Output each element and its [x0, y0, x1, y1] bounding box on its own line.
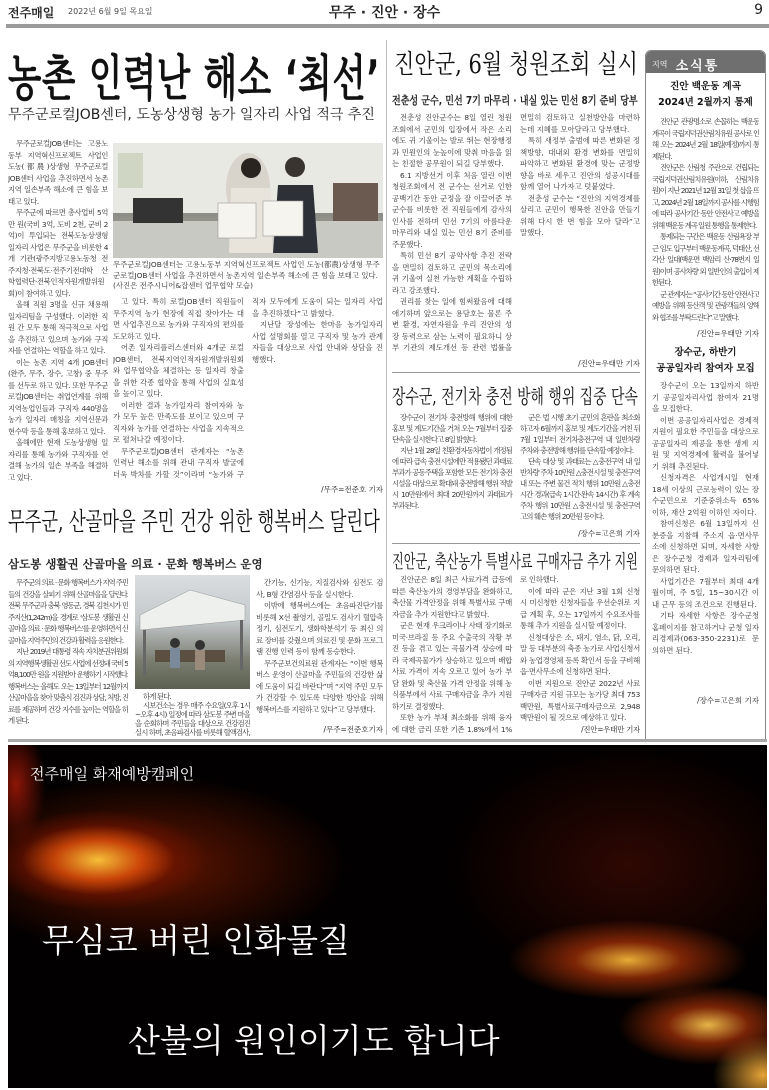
- bus-headline-wrap: [8, 502, 380, 538]
- paragraph: 어촌 일자리플러스센터와 4개군 로컬JOB센터, 전북지역인적자원개발위원회와 업무협약을 체결하는 등 일자리 창출을 위한 각종 협약을 통해 사업의 실효성을 높이고 있다.: [113, 343, 244, 398]
- sidebar-item-title: 공공일자리 참여자 모집: [656, 363, 755, 374]
- petition-byline: /진안=우태만 기자: [578, 359, 640, 368]
- sidebar-item-title-wrap: [652, 361, 759, 377]
- paragraph: 고 있다. 특히 로컬JOB센터 직원들이 무주지역 농가 현장에 직접 찾아가는 대면 사업추진으로 농가와 구직자의 편의를 도모하고 있다.: [113, 297, 244, 341]
- bus-body-col3: [256, 577, 383, 723]
- lead-body-cols23: [113, 296, 383, 482]
- ad-headline-line2-wrap: [128, 1015, 748, 1062]
- photo-tent-outdoor-clinic: [135, 575, 250, 689]
- lead-photo: [113, 143, 383, 258]
- paragraph: 사업기간은 7월부터 최대 4개월이며, 주 5일, 15~30시간 이내 근무 등의 조건으로 진행된다.: [652, 576, 759, 609]
- lead-photo-caption-text: 무주군로컬JOB센터는 고용노동부 지역혁신프로젝트 사업인 도농(都農)상생형 무주군로컬JOB센터 사업을 추진하면서 농촌지역 일손부족 해소에 큰 힘을 보태고 있다.(사진은 전주시니어&잡센터 업무협약 모습): [113, 260, 380, 290]
- sidebar-label-big: 소식통: [675, 59, 720, 74]
- paragraph: 군은 현재 우크라이나 사태 장기화로 미국·브라질 등 주요 수출국의 작황 부진 등을 겪고 있는 곡물가격 상승에 따라 국제곡물가가 상승하고 있으며 배합사료 가격이 지속 오르고 있어 농가 부담 완화 및 축산물 가격 안정을 위해 농식품부에서 사료 구매자금을 추가 지원하기로 결정했다.: [392, 621, 512, 711]
- sidebar-item-title: 2024년 2월까지 통제: [658, 97, 753, 108]
- ev-headline-wrap: [392, 381, 638, 409]
- bus-headline: 무주군, 산골마을 주민 건강 위한 행복버스 달린다: [8, 507, 380, 536]
- livestock-byline: /진안=우태만 기자: [581, 724, 640, 734]
- paragraph: 또한 농가 부채 최소화를 위해 융자에 대한 금리 또한 기존 1.8%에서 1%로 인하했다.: [392, 575, 559, 734]
- paragraph: 특히 새정부 출범에 따른 변화된 정책방향, 대내외 환경 변화를 면밀히 파악하고 변화된 환경에 맞는 군정방향을 바로 세우고 진안의 성공시대를 함께 열어 나가자고 덧붙였다.: [520, 136, 640, 191]
- lead-body-col1: [8, 138, 108, 490]
- column-divider: [386, 40, 387, 735]
- petition-subheadline-wrap: [392, 92, 638, 108]
- paragraph: 특히 민선 8기 공약사항 추진 전략을 면밀히 검토하고 군민의 목소리에 귀 기울여 실천 가능한 계획을 수립하라고 강조했다.: [392, 251, 512, 295]
- livestock-headline: 진안군, 축산농가 특별사료 구매자금 추가 지원: [392, 552, 638, 573]
- lead-subheadline-wrap: [8, 104, 380, 124]
- masthead-paper-name: 전주매일: [8, 6, 55, 20]
- photo-two-people-signing-agreement: [113, 143, 383, 258]
- sidebar-item-title: 장수군, 하반기: [674, 347, 737, 358]
- sidebar-item-title-wrap: [652, 95, 759, 111]
- livestock-headline-wrap: [392, 548, 638, 574]
- paragraph: 하게 된다.: [143, 692, 171, 701]
- paragraph: 이는 농촌 지역 4개 JOB센터(완주, 무주, 장수, 고창) 중 무주를 선두로 하고 있다. 또한 무주군로컬JOB센터는 취업연계를 위해 지역농업인들과 구직자 440명을 농가 일자리 매칭을 지역신문과 현수막 등을 통해 홍보하고 있다.: [8, 357, 108, 436]
- paragraph: 지난 1월 28일 친환경자동차법이 개정됨에 따라 급속 충전시설에만 적용됐던 과태료 부과가 공동주택을 포함한 모든 전기차 충전시설을 대상으로 확대돼 충전방해 행위 적발 시 10만원에서 최대 20만원까지 과태료가 부과된다.: [392, 446, 512, 510]
- paragraph: 올해 직원 3명을 신규 채용해 일자리팀을 구성했다. 이러한 직원 간 모두 통해 적극적으로 사업을 추진하고 있으며 농가와 구직자를 연결하는 역할을 하고 있다.: [8, 300, 108, 355]
- sidebar-header: [646, 51, 765, 73]
- bus-subheadline: 삼도봉 생활권 산골마을 의료 · 문화 행복버스 운영: [8, 557, 263, 571]
- sidebar-local-news: [645, 50, 766, 742]
- paragraph: 시보건소는 경우 매주 수요일(오후 1시~오후 4시) 일정에 따라 삼도봉 주변 마을을 순회하며 주민들을 대상으로 건강검진 실시 하며, 초음파검사를 비롯해 혈액검사,: [135, 701, 250, 736]
- ad-headline-line1-wrap: [42, 915, 742, 962]
- lead-headline-wrap: [8, 40, 380, 110]
- page-number: 9: [754, 2, 763, 18]
- section-rule: [392, 543, 640, 544]
- paragraph: 무주군로컬JOB센터는 고용노동부 지역혁신프로젝트 사업인 도농(都農)상생형 무주군로컬JOB센터 사업을 추진하면서 농촌지역 일손부족 해소에 큰 힘을 보태고 있다.: [8, 139, 108, 206]
- bus-photo: [135, 575, 250, 689]
- paragraph: 이밖에 행복버스에는 초음파진단기를 비롯해 X선 촬영기, 골밀도 검사기 혈압측정기, 심전도기, 생화학분석기 등 최신 의료 장비를 갖췄으며 의료진 및 문화 프로그램 진행 인력 등이 함께 동승한다.: [256, 601, 383, 656]
- bus-byline: /무주=전준호기자: [323, 725, 383, 734]
- bus-body-col1: [8, 577, 128, 735]
- petition-body: [392, 112, 640, 356]
- paragraph: 신청대상은 소, 돼지, 염소, 닭, 오리, 말 등 대부분의 축종 농가로 사업신청서와 농업경영체 등록 확인서 등을 구비해 읍·면사무소에 신청하면 된다.: [520, 632, 640, 676]
- ev-byline: /장수=고은희 기자: [578, 529, 640, 538]
- ad-headline-line2: 산불의 원인이기도 합니다: [128, 1021, 500, 1060]
- sidebar-item-title-wrap: [652, 79, 759, 95]
- ev-headline: 장수군, 전기차 충전 방해 행위 집중 단속: [392, 385, 638, 408]
- paragraph: 권리를 찾는 일에 힘써왔음에 대해 애기하며 앞으로는 용담호는 물론 주변 환경, 자연자원을 우리 진안의 성장 동력으로 삼는 노력이 필요하니 상부 기관의 제도개선 등 관련 법률을 면밀히 검토하고 실천방안을 마련하는데 지혜를 모아달라고 당부했다.: [392, 113, 640, 352]
- paragraph: 무주군로컬JOB센터 관계자는 “농촌 인력난 해소를 위해 관내 구직자 발굴에 더욱 박차를 가할 것”이라며 “농가와 구직자 모두에게 도움이 되는 일자리 사업을 추진하겠다”고 밝혔다.: [113, 297, 383, 479]
- section-title: 무주 · 진안 · 장수: [328, 5, 441, 21]
- paragraph: 단속 대상 및 과태료는 △충전구역 내 일반차량 주차 10만원 △충전시설 및 충전구역 내 또는 주변 물건 적치 행위 10만원 △충전 시간 경과(급속 1시간·완속 14시간) 후 계속 주차 행위 10만원 △충전시설 및 충전구역 고의 훼손 행위 20만원 등이다.: [520, 457, 640, 521]
- paragraph: 이번 지원으로 진안군 2022년 사료 구매자금 지원 규모는 농가당 최대 753백만원, 특별사료구매자금으로 2,948백만원이 될 것으로 예상하고 있다.: [520, 678, 640, 722]
- paragraph: 간기능, 신기능, 지질검사와 심전도 검사, B형 간염검사 등을 실시한다.: [256, 578, 383, 599]
- sidebar-item: [646, 339, 765, 706]
- paragraph: 6.1 지방선거 이후 처음 열린 이번 청원조회에서 전 군수는 선거로 인한 공백기간 동안 군정을 잘 이끌어준 부군수를 비롯한 전 직원들에게 감사의 인사를 전하며 민선 7기의 아름다운 마무리와 내실 있는 민선 8기 준비를 주문했다.: [392, 170, 512, 249]
- bus-subheadline-wrap: [8, 556, 380, 572]
- lead-subheadline: 무주군로컬JOB센터, 도농상생형 농가 일자리 사업 적극 추진: [8, 107, 375, 123]
- paragraph: 통제되는 구간은 백운동 산림욕장 부근 임도 입구부터 백운동계곡, 덕태산, 선각산 일대(백운면 백암리 산·78번지 일원)이며 공사차량 외 일반인의 출입이 제한된다.: [652, 232, 759, 287]
- paragraph: 이러한 결과 농가일자리 참여자와 농가 모두 높은 만족도를 보이고 있으며 구직자와 농가를 연결하는 사업을 지속적으로 펼쳐나갈 예정이다.: [113, 400, 244, 444]
- bus-body-col2: [135, 692, 250, 736]
- sidebar-item-body: [652, 380, 759, 695]
- ad-headline-line1: 무심코 버린 인화물질: [42, 921, 350, 960]
- sidebar-item-title-wrap: [652, 345, 759, 361]
- paragraph: 올해에만 현재 도농상생형 일자리를 통해 농가와 구직자를 연결해 농가의 일손 부족을 해결하고 있다.: [8, 438, 108, 482]
- paragraph: 신청자격은 사업개시일 현재 18세 이상의 근로능력이 있는 장수군민으로 기준중위소득 65% 이하, 재산 2억원 이하인 자이다.: [652, 473, 759, 517]
- paragraph: 장수군이 전기차 충전방해 행위에 대한 홍보 및 계도기간을 거쳐 오는 7월부터 집중 단속을 실시한다고 8일 밝혔다.: [392, 413, 512, 444]
- livestock-body: [392, 574, 640, 736]
- ad-top-rule: [8, 739, 767, 742]
- lead-headline: 농촌 인력난 해소 ‘최선’: [8, 50, 381, 107]
- petition-headline-wrap: [394, 44, 638, 81]
- lead-byline: /무주=전준호 기자: [321, 485, 383, 494]
- paragraph: 군 관계자는 “공사기간 동안 안전사고 예방을 위해 등산객 및 관광객들의 양해와 협조를 부탁드린다”고 말했다.: [652, 289, 759, 322]
- petition-subheadline: 전춘성 군수, 민선 7기 마무리 · 내실 있는 민선 8기 준비 당부: [392, 94, 638, 107]
- paragraph: 무주군보건의료원 관계자는 “이번 행복버스 운영이 산골마을 주민들의 건강한 삶에 도움이 되길 바란다”며 “지역 주민 모두가 건강할 수 있도록 다양한 방안을 위해 행복버스를 지원하고 있다”고 당부했다.: [256, 658, 383, 714]
- paragraph: 무주군에 따르면 총사업비 5억 만 원(국비 3억, 도비 2천, 군비 2억)이 투입되는 전북도농상생형 일자리 사업은 무주군을 비롯한 4개 기관(광주지방고용노동청 전주지청·전북도·전주기전대학 산학협력단·전북인적자원개발위원회)이 참여하고 있다.: [8, 208, 108, 298]
- sidebar-item-title: 진안 백운동 계곡: [670, 81, 741, 92]
- paragraph: 기타 자세한 사항은 장수군청 홈페이지를 참고하거나 군청 일자리경제과(063-350-2231)로 문의하면 된다.: [652, 611, 759, 655]
- sidebar-item-byline: /장수=고은희 기자: [697, 696, 759, 705]
- paragraph: 장수군이 오는 13일까지 하반기 공공일자리사업 참여자 21명을 모집한다.: [652, 381, 759, 413]
- fire-prevention-ad: [8, 745, 767, 1088]
- paragraph: 진안군 관광명소로 손꼽히는 백운동 계곡이 국립지덕권산림치유원 공사로 인해 오는 2024년 2월 18일(예정)까지 통제된다.: [652, 117, 759, 161]
- paragraph: 군은 법 시행 초기 군민의 혼란을 최소화하고자 6월까지 홍보 및 계도기간을 거친 뒤 7월 1일부터 전기차충전구역 내 일반차량 주차와 충전방해 행위를 단속할 예정이다.: [520, 413, 640, 455]
- petition-headline: 진안군, 6월 청원조회 실시: [394, 50, 638, 80]
- sidebar-item-body: [652, 116, 759, 328]
- ad-caption: 전주매일 화재예방캠페인: [30, 765, 195, 783]
- paragraph: 무주군의 의료 · 문화 행복버스가 지역 주민들의 건강을 살피기 위해 산골마을을 달린다. 전북 무주군과 충북 영동군, 경북 김천시가 민주지산(1,242m)을 경계로 ‘삼도봉 생활권 산골마을 의료 · 문화 행복버스’를 운영하면서 산골마을 지역주민의 건강과 활력을 응원한다.: [8, 578, 128, 645]
- paragraph: 참여신청은 6월 13일까지 신분증을 지참해 주소지 읍·면사무소에 신청하면 되며, 자세한 사항은 장수군청 경제과 일자리팀에 문의하면 된다.: [652, 519, 759, 574]
- sidebar-item-byline: /진안=우태만 기자: [697, 329, 759, 338]
- paragraph: 이에 따라 군은 지난 3월 1회 신청 시 미신청한 신청자들을 우선순위로 지급 계획 후, 오는 17일까지 수요조사를 통해 추가 지원을 실시할 예정이다.: [520, 586, 640, 630]
- section-rule: [392, 372, 640, 373]
- paragraph: 진안군은 산림청 주관으로 건립되는 국립지덕권산림치유원(이하, 산림치유원)이 지난 2021년 12월 31일 첫 삽을 뜨고, 2024년 2월 18일까지 공사를 시행함에 따라 공사기간 동안 안전사고 예방을 위해 백운동 계곡 일원 통행을 통제한다.: [652, 163, 759, 230]
- paragraph: 지난달 장성에는 한마음 농가일자리 사업 설명회를 열고 구직자 및 농가 관계자들을 대상으로 사업 안내와 상담을 진행했다.: [252, 320, 383, 364]
- sidebar-item: [646, 73, 765, 339]
- paragraph: 이번 공공일자리사업은 경제적 지원이 필요한 주민들을 대상으로 공공일자리 제공을 통한 생계 지원 및 지역경제에 활력을 불어넣기 위해 추진된다.: [652, 415, 759, 471]
- top-rule: [6, 24, 769, 28]
- paragraph: 진안군은 8일 최근 사료가격 급등에 따른 축산농가의 경영부담을 완화하고, 축산물 가격안정을 위해 특별사료 구매자금을 추가 지원한다고 밝혔다.: [392, 575, 512, 619]
- lead-photo-caption: [113, 260, 383, 293]
- sidebar-label-small: 지역: [652, 60, 668, 69]
- masthead-date: 2022년 6월 9일 목요일: [68, 7, 153, 16]
- paragraph: 전춘성 진안군수는 8일 열린 청원조회에서 군민의 입장에서 작은 소리에도 귀 기울이는 발로 뛰는 현장행정과 민원인의 눈높이에 맞춰 마음을 읽는 친절한 공무원이 되길 당부했다.: [392, 113, 512, 168]
- ev-body: [392, 412, 640, 526]
- paragraph: 전춘성 군수는 “진안의 지역경제를 살리고 군민이 행복한 진안을 만들기 위해 다시 한 번 힘을 모아 달라”고 말했다.: [520, 193, 640, 237]
- paragraph: 지난 2019년 대통령 직속 자치분권위원회의 지역행복생활권 선도 사업에 선정돼 국비 5억8,100만 원을 지원받아 운행하기 시작했다. 행복버스는 올해도 오는 13일부터 12월까지 산골마을을 찾아 맞춤식 검진과 상담, 처방, 진료를 제공하며 건강 지수를 높이는 역할을 하게 된다.: [8, 647, 128, 725]
